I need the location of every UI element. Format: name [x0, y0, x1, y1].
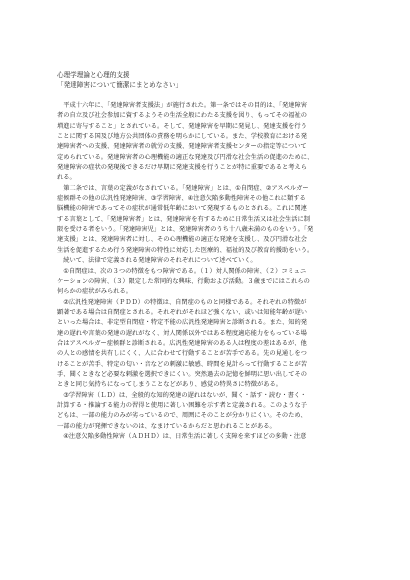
text-line: する言葉として、「発達障害者」とは、発達障害を有するために日常生活又は社会生活に制 — [57, 215, 310, 223]
text-line: ②広汎性発達障害（ＰＤＤ）の特徴は、自閉症のものと同様である。それぞれの特徴が — [57, 298, 307, 306]
text-line: けることが苦手、特定の匂い・音などの刺激に敏感、時間を見計らって行動することが苦 — [57, 360, 307, 368]
essay-body — [57, 101, 353, 442]
text-line: 増進に寄与すること」とされている。そして、発達障害を早期に発見し、発達支援を行う — [57, 122, 307, 130]
course-title: 心理学理論と心理的支援 — [57, 71, 130, 79]
text-line: 一部の能力が発揮できないのは、なまけているからだと思われることがある。 — [57, 422, 276, 430]
text-line: 限を受ける者をいう。「発達障害児」とは、発達障害者のうち十八歳未満のものをいう。「発 — [57, 226, 314, 234]
text-line: 発達障害の症状の発現後できるだけ早期に発達支援を行うことが特に重要であると考えら — [57, 164, 307, 172]
text-line: 脳機能の障害であってその症状が通常低年齢において発現するものとされる。これに関連 — [57, 205, 307, 213]
document-page — [57, 70, 353, 442]
text-line: 生活を促進するため行う発達障害の特性に対応した医療的、福祉的及び教育的援助をいう。 — [57, 246, 314, 254]
text-line: ④注意欠陥多動性障害（ＡＤＨＤ）は、日常生活に著しく支障を来すほどの多動・注意 — [57, 433, 307, 440]
text-line: ことに関する国及び地方公共団体の責務を明らかにしている。また、学校教育における発 — [57, 133, 307, 141]
text-line: 平成十六年に、「発達障害者支援法」が施行された。第一条ではその目的は、「発達障害 — [57, 102, 307, 109]
text-line: といった場合は、非定型自閉症・特定不能の広汎性発達障害と診断される。また、知的発 — [57, 319, 307, 327]
text-line: 達の遅れや言葉の発達の遅れがなく、対人関係以外ではある程度適応能力をもっている場 — [57, 329, 307, 337]
text-line: どもは、一部の能力のみが劣っているので、周囲にそのことが分かりにくい。そのため、 — [57, 412, 307, 420]
text-line: 計算する・推論する能力の習得と使用に著しい困難を示す者と定義される。このような子 — [57, 401, 307, 409]
text-line: 症候群その他の広汎性発達障害、③学習障害、④注意欠陥多動性障害その他これに類する — [57, 195, 306, 203]
text-line: 定められている。発達障害者の心理機能の適正な発達及び円滑な社会生活の促進のために、 — [57, 153, 314, 161]
text-line: 何らかの症状がみられる。 — [57, 288, 132, 296]
text-line: 達支援」とは、発達障害者に対し、その心理機能の適正な発達を支援し、及び円滑な社会 — [57, 236, 307, 244]
assignment-title: 「発達障害について簡潔にまとめなさい」 — [57, 81, 183, 89]
text-line: 合はアスペルガー症候群と診断される。広汎性発達障害のある人は程度の差はあるが、他 — [57, 339, 307, 347]
text-line: 者の自立及び社会参加に資するようその生活全般にわたる支援を図り、もってその福祉の — [57, 112, 307, 120]
text-line: 達障害者への支援、発達障害者の就労の支援、発達障害者支援センターの指定等について — [57, 143, 307, 151]
text-line: 顕著である場合は自閉症とされる。それぞれがそれほど強くない、或いは知能年齢が遅い — [57, 308, 307, 316]
text-line: 第二条では、言葉の定義がなされている。「発達障害」とは、①自閉症、②アスペルガー — [57, 184, 309, 192]
text-line: ①自閉症は、次の３つの特徴をもつ障害である。（１）対人関係の障害、（２）コミュニ — [57, 267, 307, 275]
text-line: 手、聞くときなど必要な刺激を選択できにくい。突然過去の記憶を鮮明に思い出してその — [57, 370, 307, 378]
text-line: ③学習障害（ＬＤ）は、全般的な知的発達の遅れはないが、聞く・話す・読む・書く・ — [57, 391, 307, 399]
text-line: の人との感情を共有しにくく、人に合わせて行動することが苦手である。先の見通しをつ — [57, 350, 307, 358]
text-line: 続いて、法律で定義される発達障害のそれぞれについて述べていく。 — [57, 257, 257, 265]
text-line: ときと同じ気持ちになってしまうことなどがあり、感覚の特異さに特徴がある。 — [57, 381, 282, 389]
text-line: ケーションの障害、（３）限定した常同的な興味、行動および活動。３歳までにはこれらの — [57, 277, 310, 285]
text-line: れる。 — [57, 174, 76, 182]
